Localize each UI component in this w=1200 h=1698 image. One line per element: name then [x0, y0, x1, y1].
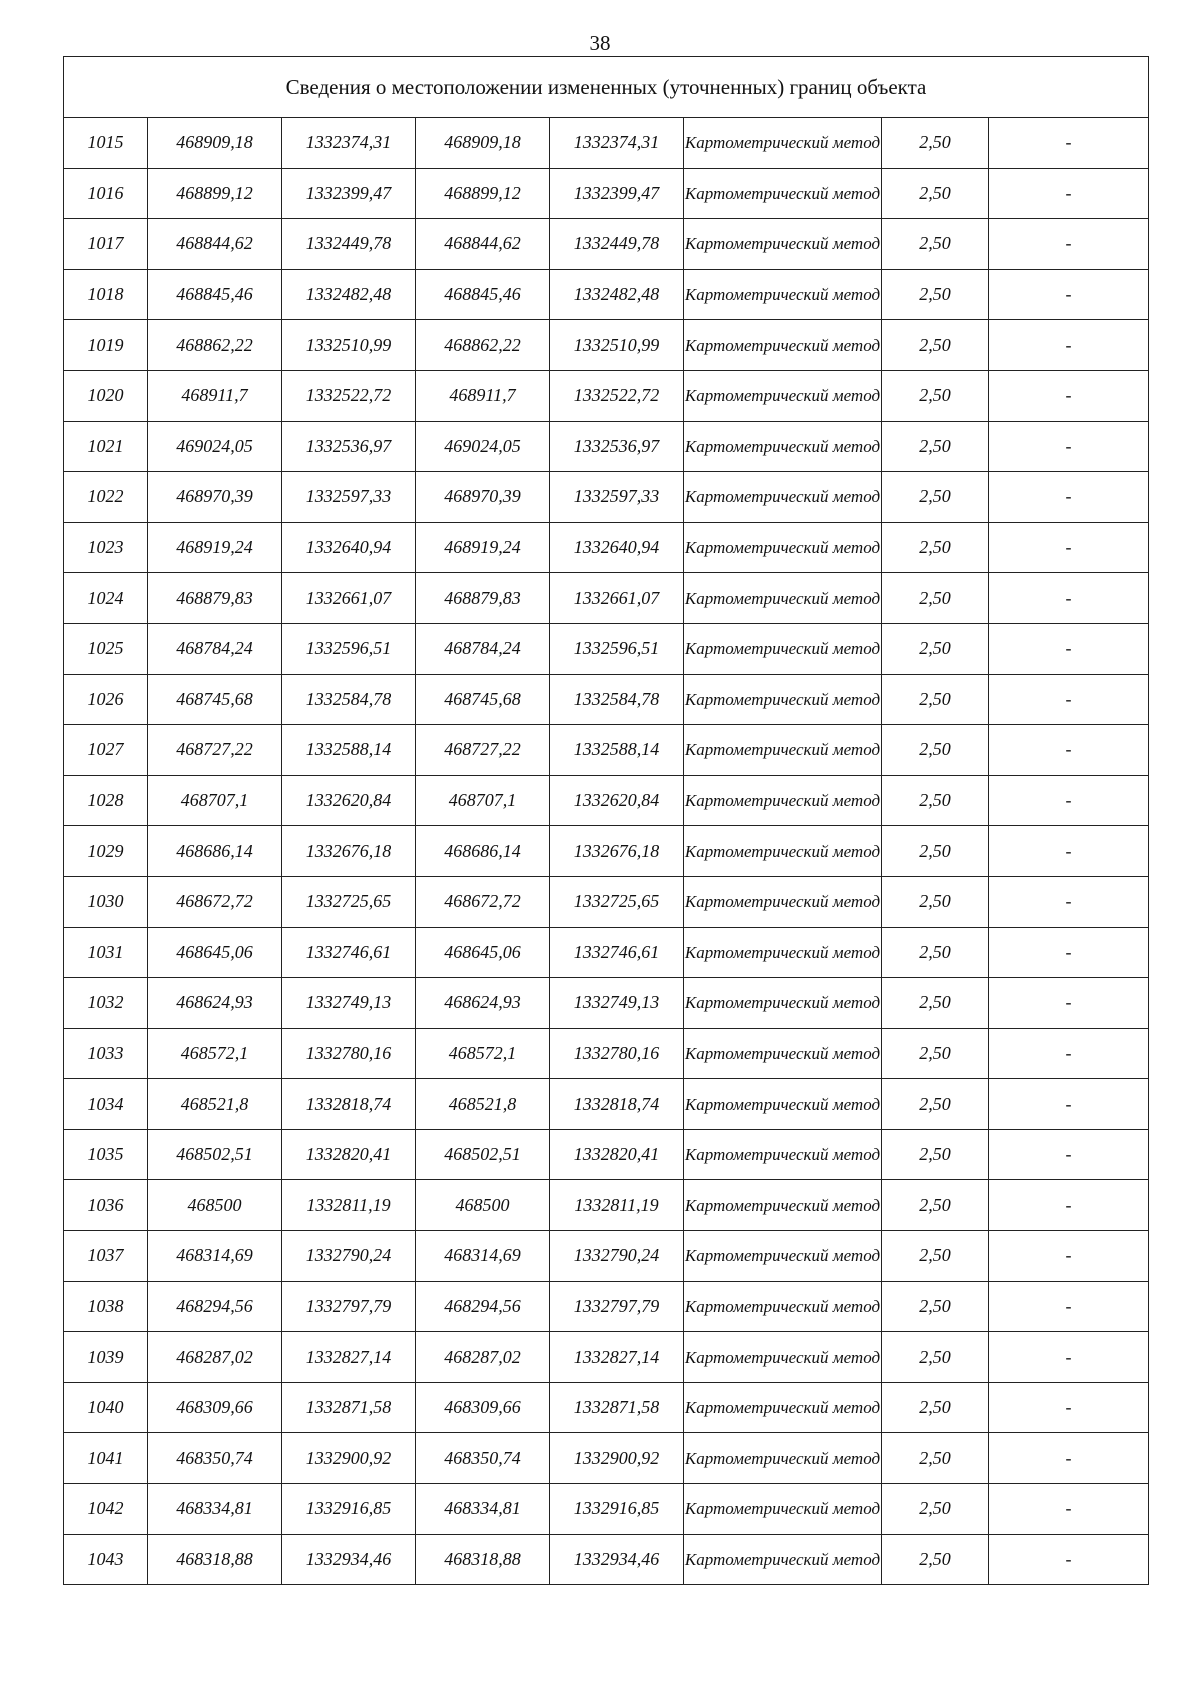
existing-y-cell: 1332620,84 [282, 775, 416, 826]
note-cell: - [989, 269, 1149, 320]
note-cell: - [989, 118, 1149, 169]
precision-cell: 2,50 [882, 1484, 989, 1535]
table-row [64, 269, 1149, 320]
precision-cell: 2,50 [882, 1281, 989, 1332]
point-number-cell: 1026 [64, 674, 148, 725]
table-row [64, 1079, 1149, 1130]
point-number-cell: 1036 [64, 1180, 148, 1231]
existing-x-cell: 468911,7 [148, 370, 282, 421]
refined-x-cell: 468686,14 [416, 826, 550, 877]
table-row [64, 1433, 1149, 1484]
method-cell: Картометрический метод [684, 370, 882, 421]
precision-cell: 2,50 [882, 118, 989, 169]
method-cell: Картометрический метод [684, 269, 882, 320]
refined-y-cell: 1332597,33 [550, 472, 684, 523]
existing-x-cell: 468845,46 [148, 269, 282, 320]
precision-cell: 2,50 [882, 1231, 989, 1282]
note-cell: - [989, 1433, 1149, 1484]
existing-y-cell: 1332780,16 [282, 1028, 416, 1079]
existing-x-cell: 468318,88 [148, 1534, 282, 1585]
table-row [64, 1382, 1149, 1433]
precision-cell: 2,50 [882, 978, 989, 1029]
point-number-cell: 1039 [64, 1332, 148, 1383]
method-cell: Картометрический метод [684, 876, 882, 927]
method-cell: Картометрический метод [684, 1534, 882, 1585]
table-row [64, 472, 1149, 523]
method-cell: Картометрический метод [684, 1079, 882, 1130]
existing-x-cell: 469024,05 [148, 421, 282, 472]
method-cell: Картометрический метод [684, 1281, 882, 1332]
point-number-cell: 1035 [64, 1129, 148, 1180]
table-row [64, 1180, 1149, 1231]
point-number-cell: 1041 [64, 1433, 148, 1484]
method-cell: Картометрический метод [684, 421, 882, 472]
refined-x-cell: 468572,1 [416, 1028, 550, 1079]
point-number-cell: 1029 [64, 826, 148, 877]
note-cell: - [989, 1129, 1149, 1180]
refined-x-cell: 468727,22 [416, 725, 550, 776]
table-row [64, 421, 1149, 472]
table-row [64, 168, 1149, 219]
precision-cell: 2,50 [882, 1534, 989, 1585]
table-row [64, 725, 1149, 776]
refined-y-cell: 1332934,46 [550, 1534, 684, 1585]
table-row [64, 674, 1149, 725]
precision-cell: 2,50 [882, 573, 989, 624]
method-cell: Картометрический метод [684, 674, 882, 725]
precision-cell: 2,50 [882, 168, 989, 219]
precision-cell: 2,50 [882, 1332, 989, 1383]
point-number-cell: 1023 [64, 522, 148, 573]
precision-cell: 2,50 [882, 421, 989, 472]
note-cell: - [989, 1484, 1149, 1535]
existing-y-cell: 1332449,78 [282, 219, 416, 270]
point-number-cell: 1028 [64, 775, 148, 826]
refined-x-cell: 468784,24 [416, 623, 550, 674]
note-cell: - [989, 1028, 1149, 1079]
method-cell: Картометрический метод [684, 472, 882, 523]
precision-cell: 2,50 [882, 1433, 989, 1484]
point-number-cell: 1033 [64, 1028, 148, 1079]
note-cell: - [989, 320, 1149, 371]
refined-x-cell: 468500 [416, 1180, 550, 1231]
refined-y-cell: 1332749,13 [550, 978, 684, 1029]
existing-y-cell: 1332661,07 [282, 573, 416, 624]
refined-x-cell: 468309,66 [416, 1382, 550, 1433]
existing-x-cell: 468624,93 [148, 978, 282, 1029]
method-cell: Картометрический метод [684, 927, 882, 978]
refined-x-cell: 468707,1 [416, 775, 550, 826]
refined-x-cell: 468899,12 [416, 168, 550, 219]
refined-y-cell: 1332797,79 [550, 1281, 684, 1332]
page-number: 38 [589, 31, 611, 55]
note-cell: - [989, 573, 1149, 624]
existing-x-cell: 468500 [148, 1180, 282, 1231]
method-cell: Картометрический метод [684, 320, 882, 371]
precision-cell: 2,50 [882, 219, 989, 270]
method-cell: Картометрический метод [684, 219, 882, 270]
existing-x-cell: 468502,51 [148, 1129, 282, 1180]
refined-x-cell: 468287,02 [416, 1332, 550, 1383]
point-number-cell: 1032 [64, 978, 148, 1029]
precision-cell: 2,50 [882, 370, 989, 421]
refined-x-cell: 468624,93 [416, 978, 550, 1029]
method-cell: Картометрический метод [684, 522, 882, 573]
existing-x-cell: 468862,22 [148, 320, 282, 371]
point-number-cell: 1019 [64, 320, 148, 371]
point-number-cell: 1042 [64, 1484, 148, 1535]
precision-cell: 2,50 [882, 826, 989, 877]
precision-cell: 2,50 [882, 674, 989, 725]
precision-cell: 2,50 [882, 269, 989, 320]
refined-y-cell: 1332661,07 [550, 573, 684, 624]
method-cell: Картометрический метод [684, 775, 882, 826]
note-cell: - [989, 421, 1149, 472]
precision-cell: 2,50 [882, 876, 989, 927]
note-cell: - [989, 219, 1149, 270]
method-cell: Картометрический метод [684, 1332, 882, 1383]
refined-y-cell: 1332399,47 [550, 168, 684, 219]
table-row [64, 1231, 1149, 1282]
refined-y-cell: 1332818,74 [550, 1079, 684, 1130]
table-row [64, 1281, 1149, 1332]
note-cell: - [989, 1534, 1149, 1585]
refined-y-cell: 1332871,58 [550, 1382, 684, 1433]
method-cell: Картометрический метод [684, 1484, 882, 1535]
precision-cell: 2,50 [882, 1028, 989, 1079]
precision-cell: 2,50 [882, 1079, 989, 1130]
note-cell: - [989, 1332, 1149, 1383]
existing-y-cell: 1332871,58 [282, 1382, 416, 1433]
method-cell: Картометрический метод [684, 168, 882, 219]
note-cell: - [989, 775, 1149, 826]
note-cell: - [989, 674, 1149, 725]
table-row [64, 1129, 1149, 1180]
table-body [64, 57, 1149, 1585]
existing-y-cell: 1332900,92 [282, 1433, 416, 1484]
point-number-cell: 1016 [64, 168, 148, 219]
table-row [64, 1534, 1149, 1585]
existing-x-cell: 468294,56 [148, 1281, 282, 1332]
existing-x-cell: 468314,69 [148, 1231, 282, 1282]
existing-y-cell: 1332746,61 [282, 927, 416, 978]
table-row [64, 1332, 1149, 1383]
point-number-cell: 1031 [64, 927, 148, 978]
point-number-cell: 1027 [64, 725, 148, 776]
existing-x-cell: 468686,14 [148, 826, 282, 877]
refined-y-cell: 1332596,51 [550, 623, 684, 674]
existing-y-cell: 1332934,46 [282, 1534, 416, 1585]
point-number-cell: 1040 [64, 1382, 148, 1433]
precision-cell: 2,50 [882, 472, 989, 523]
point-number-cell: 1043 [64, 1534, 148, 1585]
refined-y-cell: 1332676,18 [550, 826, 684, 877]
refined-y-cell: 1332916,85 [550, 1484, 684, 1535]
point-number-cell: 1025 [64, 623, 148, 674]
note-cell: - [989, 1231, 1149, 1282]
refined-x-cell: 468645,06 [416, 927, 550, 978]
existing-x-cell: 468350,74 [148, 1433, 282, 1484]
point-number-cell: 1015 [64, 118, 148, 169]
existing-y-cell: 1332916,85 [282, 1484, 416, 1535]
point-number-cell: 1020 [64, 370, 148, 421]
precision-cell: 2,50 [882, 1129, 989, 1180]
existing-y-cell: 1332522,72 [282, 370, 416, 421]
note-cell: - [989, 623, 1149, 674]
refined-x-cell: 468970,39 [416, 472, 550, 523]
method-cell: Картометрический метод [684, 978, 882, 1029]
refined-y-cell: 1332374,31 [550, 118, 684, 169]
refined-x-cell: 469024,05 [416, 421, 550, 472]
existing-y-cell: 1332510,99 [282, 320, 416, 371]
note-cell: - [989, 725, 1149, 776]
existing-y-cell: 1332811,19 [282, 1180, 416, 1231]
refined-y-cell: 1332584,78 [550, 674, 684, 725]
refined-x-cell: 468909,18 [416, 118, 550, 169]
method-cell: Картометрический метод [684, 725, 882, 776]
refined-x-cell: 468844,62 [416, 219, 550, 270]
existing-x-cell: 468672,72 [148, 876, 282, 927]
method-cell: Картометрический метод [684, 1382, 882, 1433]
table-title-row [64, 57, 1149, 118]
table-row [64, 623, 1149, 674]
boundary-coordinates-table [63, 56, 1149, 1585]
table-row [64, 978, 1149, 1029]
refined-x-cell: 468521,8 [416, 1079, 550, 1130]
refined-y-cell: 1332536,97 [550, 421, 684, 472]
refined-y-cell: 1332482,48 [550, 269, 684, 320]
method-cell: Картометрический метод [684, 826, 882, 877]
table-row [64, 370, 1149, 421]
refined-x-cell: 468294,56 [416, 1281, 550, 1332]
method-cell: Картометрический метод [684, 1028, 882, 1079]
existing-x-cell: 468645,06 [148, 927, 282, 978]
refined-y-cell: 1332620,84 [550, 775, 684, 826]
existing-x-cell: 468879,83 [148, 573, 282, 624]
existing-x-cell: 468707,1 [148, 775, 282, 826]
existing-y-cell: 1332588,14 [282, 725, 416, 776]
precision-cell: 2,50 [882, 1180, 989, 1231]
existing-x-cell: 468909,18 [148, 118, 282, 169]
method-cell: Картометрический метод [684, 623, 882, 674]
refined-x-cell: 468318,88 [416, 1534, 550, 1585]
refined-y-cell: 1332449,78 [550, 219, 684, 270]
point-number-cell: 1024 [64, 573, 148, 624]
table-row [64, 927, 1149, 978]
existing-x-cell: 468727,22 [148, 725, 282, 776]
existing-y-cell: 1332749,13 [282, 978, 416, 1029]
note-cell: - [989, 1281, 1149, 1332]
existing-x-cell: 468784,24 [148, 623, 282, 674]
table-row [64, 522, 1149, 573]
note-cell: - [989, 927, 1149, 978]
table-row [64, 118, 1149, 169]
point-number-cell: 1037 [64, 1231, 148, 1282]
existing-y-cell: 1332374,31 [282, 118, 416, 169]
refined-x-cell: 468862,22 [416, 320, 550, 371]
method-cell: Картометрический метод [684, 118, 882, 169]
refined-y-cell: 1332780,16 [550, 1028, 684, 1079]
refined-x-cell: 468334,81 [416, 1484, 550, 1535]
existing-x-cell: 468572,1 [148, 1028, 282, 1079]
refined-y-cell: 1332827,14 [550, 1332, 684, 1383]
refined-x-cell: 468879,83 [416, 573, 550, 624]
point-number-cell: 1038 [64, 1281, 148, 1332]
refined-x-cell: 468502,51 [416, 1129, 550, 1180]
existing-y-cell: 1332399,47 [282, 168, 416, 219]
point-number-cell: 1018 [64, 269, 148, 320]
refined-y-cell: 1332588,14 [550, 725, 684, 776]
refined-x-cell: 468350,74 [416, 1433, 550, 1484]
precision-cell: 2,50 [882, 522, 989, 573]
existing-x-cell: 468334,81 [148, 1484, 282, 1535]
note-cell: - [989, 826, 1149, 877]
refined-y-cell: 1332725,65 [550, 876, 684, 927]
existing-y-cell: 1332790,24 [282, 1231, 416, 1282]
refined-y-cell: 1332746,61 [550, 927, 684, 978]
method-cell: Картометрический метод [684, 1433, 882, 1484]
refined-x-cell: 468745,68 [416, 674, 550, 725]
note-cell: - [989, 370, 1149, 421]
refined-x-cell: 468911,7 [416, 370, 550, 421]
refined-y-cell: 1332510,99 [550, 320, 684, 371]
note-cell: - [989, 472, 1149, 523]
existing-x-cell: 468521,8 [148, 1079, 282, 1130]
note-cell: - [989, 1382, 1149, 1433]
point-number-cell: 1030 [64, 876, 148, 927]
existing-x-cell: 468919,24 [148, 522, 282, 573]
note-cell: - [989, 978, 1149, 1029]
note-cell: - [989, 522, 1149, 573]
point-number-cell: 1034 [64, 1079, 148, 1130]
existing-x-cell: 468970,39 [148, 472, 282, 523]
existing-y-cell: 1332536,97 [282, 421, 416, 472]
method-cell: Картометрический метод [684, 1129, 882, 1180]
point-number-cell: 1017 [64, 219, 148, 270]
note-cell: - [989, 1079, 1149, 1130]
precision-cell: 2,50 [882, 725, 989, 776]
refined-x-cell: 468845,46 [416, 269, 550, 320]
method-cell: Картометрический метод [684, 573, 882, 624]
refined-x-cell: 468919,24 [416, 522, 550, 573]
precision-cell: 2,50 [882, 320, 989, 371]
refined-y-cell: 1332811,19 [550, 1180, 684, 1231]
table-row [64, 775, 1149, 826]
existing-x-cell: 468745,68 [148, 674, 282, 725]
note-cell: - [989, 168, 1149, 219]
existing-y-cell: 1332676,18 [282, 826, 416, 877]
table-row [64, 573, 1149, 624]
refined-y-cell: 1332790,24 [550, 1231, 684, 1282]
existing-y-cell: 1332827,14 [282, 1332, 416, 1383]
method-cell: Картометрический метод [684, 1231, 882, 1282]
table-row [64, 876, 1149, 927]
point-number-cell: 1021 [64, 421, 148, 472]
existing-x-cell: 468309,66 [148, 1382, 282, 1433]
table-title: Сведения о местоположении измененных (уточненных) границ объекта [64, 57, 1149, 118]
existing-y-cell: 1332596,51 [282, 623, 416, 674]
point-number-cell: 1022 [64, 472, 148, 523]
table-row [64, 219, 1149, 270]
precision-cell: 2,50 [882, 1382, 989, 1433]
refined-x-cell: 468314,69 [416, 1231, 550, 1282]
existing-y-cell: 1332818,74 [282, 1079, 416, 1130]
existing-y-cell: 1332640,94 [282, 522, 416, 573]
table-row [64, 1028, 1149, 1079]
table-row [64, 320, 1149, 371]
existing-y-cell: 1332584,78 [282, 674, 416, 725]
existing-x-cell: 468844,62 [148, 219, 282, 270]
existing-x-cell: 468899,12 [148, 168, 282, 219]
refined-x-cell: 468672,72 [416, 876, 550, 927]
existing-y-cell: 1332820,41 [282, 1129, 416, 1180]
precision-cell: 2,50 [882, 927, 989, 978]
method-cell: Картометрический метод [684, 1180, 882, 1231]
precision-cell: 2,50 [882, 623, 989, 674]
refined-y-cell: 1332820,41 [550, 1129, 684, 1180]
precision-cell: 2,50 [882, 775, 989, 826]
existing-y-cell: 1332797,79 [282, 1281, 416, 1332]
existing-y-cell: 1332482,48 [282, 269, 416, 320]
refined-y-cell: 1332900,92 [550, 1433, 684, 1484]
note-cell: - [989, 1180, 1149, 1231]
table-row [64, 1484, 1149, 1535]
existing-y-cell: 1332597,33 [282, 472, 416, 523]
existing-y-cell: 1332725,65 [282, 876, 416, 927]
table-row [64, 826, 1149, 877]
note-cell: - [989, 876, 1149, 927]
existing-x-cell: 468287,02 [148, 1332, 282, 1383]
refined-y-cell: 1332640,94 [550, 522, 684, 573]
refined-y-cell: 1332522,72 [550, 370, 684, 421]
